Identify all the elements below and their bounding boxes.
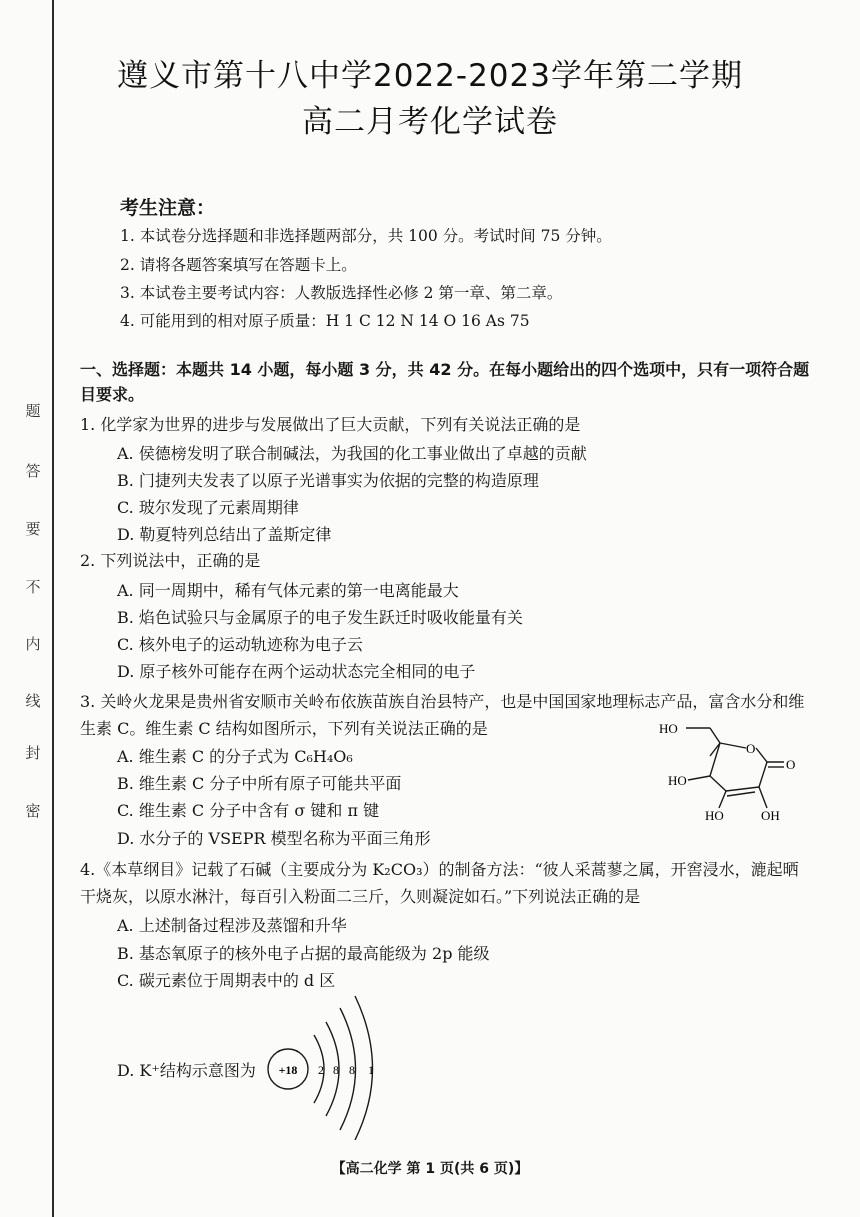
page-title: 遵义市第十八中学2022-2023学年第二学期 [117,58,743,94]
question-stem: 4.《本草纲目》记载了石碱（主要成分为 K₂CO₃）的制备方法：“彼人采蒿蓼之属，开窖浸水，漉起晒干烧灰，以原水淋汁，每百引入粉面二三斤，久则凝淀如石。”下列说法正确的是 [80,860,799,906]
option-d: D. 勒夏特列总结出了盖斯定律 [117,525,332,544]
question-stem: 3. 关岭火龙果是贵州省安顺市关岭布依族苗族自治县特产，也是中国国家地理标志产品，富含水分和维生素 C。维生素 C 结构如图所示，下列有关说法正确的是 [80,692,805,738]
o-label: O [746,741,756,756]
option-b: B. 门捷列夫发表了以原子光谱事实为依据的完整的构造原理 [117,471,539,490]
seal-char: 不 [25,578,41,596]
option-d: D. 原子核外可能存在两个运动状态完全相同的电子 [117,662,476,681]
option-c: C. 核外电子的运动轨迹称为电子云 [117,635,363,654]
option-a: A. 同一周期中，稀有气体元素的第一电离能最大 [117,581,459,600]
ho-label: HO [705,808,724,823]
option-b: B. 维生素 C 分子中所有原子可能共平面 [117,774,402,793]
notice-heading: 考生注意： [120,197,216,219]
o-label: O [786,757,796,772]
notice-item: 4. 可能用到的相对原子质量：H 1 C 12 N 14 O 16 As 75 [120,312,530,330]
oh-label: OH [761,808,780,823]
shell-electron-count: 2 [318,1063,324,1077]
k-ion-structure-diagram [260,990,390,1140]
option-c: C. 碳元素位于周期表中的 d 区 [117,971,336,990]
seal-char: 答 [25,462,41,480]
ho-label: HO [659,721,678,736]
vitamin-c-structure [655,712,810,827]
seal-char: 密 [25,802,41,820]
option-a: A. 维生素 C 的分子式为 C₆H₄O₆ [117,747,353,766]
shell-electron-count: 1 [368,1063,374,1077]
option-a: A. 上述制备过程涉及蒸馏和升华 [117,916,347,935]
option-d: D. 水分子的 VSEPR 模型名称为平面三角形 [117,829,431,848]
option-b: B. 焰色试验只与金属原子的电子发生跃迁时吸收能量有关 [117,608,523,627]
seal-char: 封 [25,744,41,762]
seal-char: 要 [25,520,41,538]
page-subtitle: 高二月考化学试卷 [302,104,558,140]
seal-char: 题 [25,402,41,420]
notice-item: 1. 本试卷分选择题和非选择题两部分，共 100 分。考试时间 75 分钟。 [120,227,612,245]
binding-line [52,0,54,1217]
page-footer: 【高二化学 第 1 页(共 6 页)】 [331,1161,529,1177]
option-c: C. 维生素 C 分子中含有 σ 键和 π 键 [117,801,380,820]
seal-char: 内 [25,635,41,653]
shell-electron-count: 8 [349,1063,355,1077]
option-d: D. K⁺结构示意图为 [117,1061,256,1080]
notice-item: 2. 请将各题答案填写在答题卡上。 [120,256,357,274]
seal-char: 线 [25,692,41,710]
question-stem: 1. 化学家为世界的进步与发展做出了巨大贡献，下列有关说法正确的是 [80,415,581,434]
shell-electron-count: 8 [333,1063,339,1077]
nucleus-charge: +18 [278,1063,298,1077]
option-b: B. 基态氧原子的核外电子占据的最高能级为 2p 能级 [117,944,490,963]
question-stem: 2. 下列说法中，正确的是 [80,551,261,570]
section-heading: 一、选择题：本题共 14 小题，每小题 3 分，共 42 分。在每小题给出的四个选项中，只有一项符合题目要求。 [80,360,810,404]
notice-item: 3. 本试卷主要考试内容：人教版选择性必修 2 第一章、第二章。 [120,284,563,302]
option-a: A. 侯德榜发明了联合制碱法，为我国的化工事业做出了卓越的贡献 [117,444,587,463]
ho-label: HO [668,773,687,788]
option-c: C. 玻尔发现了元素周期律 [117,498,299,517]
